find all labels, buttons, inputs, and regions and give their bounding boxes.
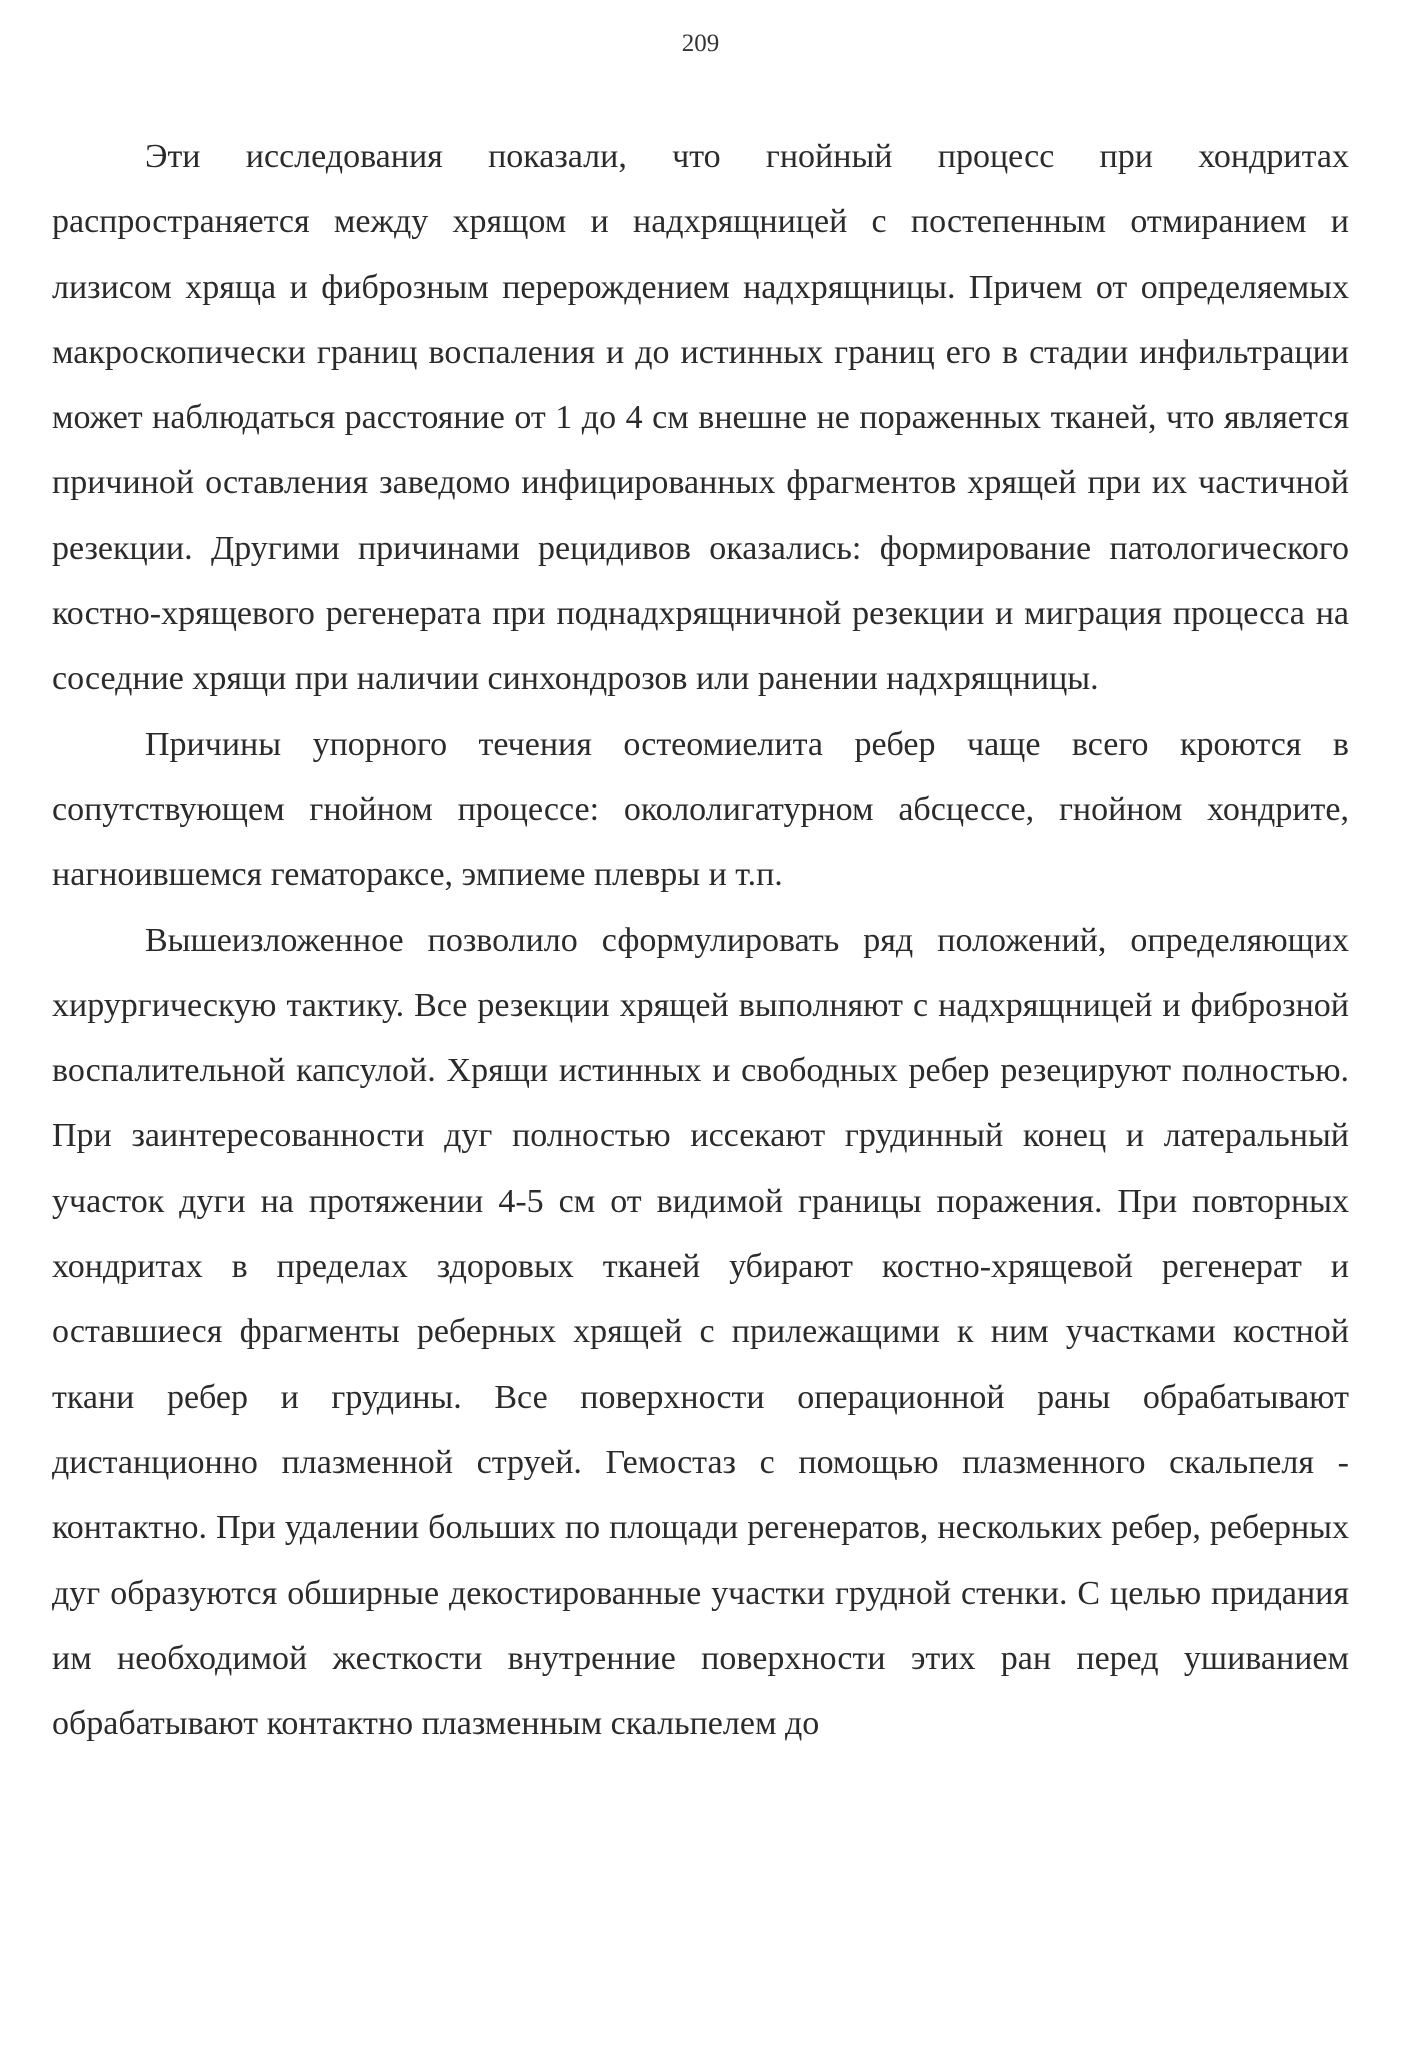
paragraph-3: Вышеизложенное позволило сформулировать ряд положений, определяющих хирургическую тактику. Все резекции хрящей выполняют с надхрящницей и фиброзной воспалительной капсулой. Хрящи истинных и свободных ребер резецируют полностью. При заинтересованности дуг полностью иссекают грудинный конец и латеральный участок дуги на протяжении 4-5 см от видимой границы поражения. При повторных хондритах в пределах здоровых тканей убирают костно-хрящевой регенерат и оставшиеся фрагменты реберных хрящей с прилежащими к ним участками костной ткани ребер и грудины. Все поверхности операционной раны обрабатывают дистанционно плазменной струей. Гемостаз с помощью плазменного скальпеля - контактно. При удалении больших по площади регенератов, нескольких ребер, реберных дуг образуются обширные декостированные участки грудной стенки. С целью придания им необходимой жесткости внутренние поверхности этих ран перед ушиванием обрабатывают контактно плазменным скальпелем до xyxy=(52,921,1349,1743)
paragraph-1: Эти исследования показали, что гнойный процесс при хондритах распространяется между хрящом и надхрящницей с постепенным отмиранием и лизисом хряща и фиброзным перерождением надхрящницы. Причем от определяемых макроскопически границ воспаления и до истинных границ его в стадии инфильтрации может наблюдаться расстояние от 1 до 4 см внешне не пораженных тканей, что является причиной оставления заведомо инфицированных фрагментов хрящей при их частичной резекции. Другими причинами рецидивов оказались: формирование патологического костно-хрящевого регенерата при поднадхрящничной резекции и миграция процесса на соседние хрящи при наличии синхондрозов или ранении надхрящницы. xyxy=(52,138,1349,698)
body-text xyxy=(52,124,1349,1756)
page-number: 209 xyxy=(681,30,720,57)
paragraph-2: Причины упорного течения остеомиелита ребер чаще всего кроются в сопутствующем гнойном процессе: окололигатурном абсцессе, гнойном хондрите, нагноившемся гематораксе, эмпиеме плевры и т.п. xyxy=(52,725,1349,894)
